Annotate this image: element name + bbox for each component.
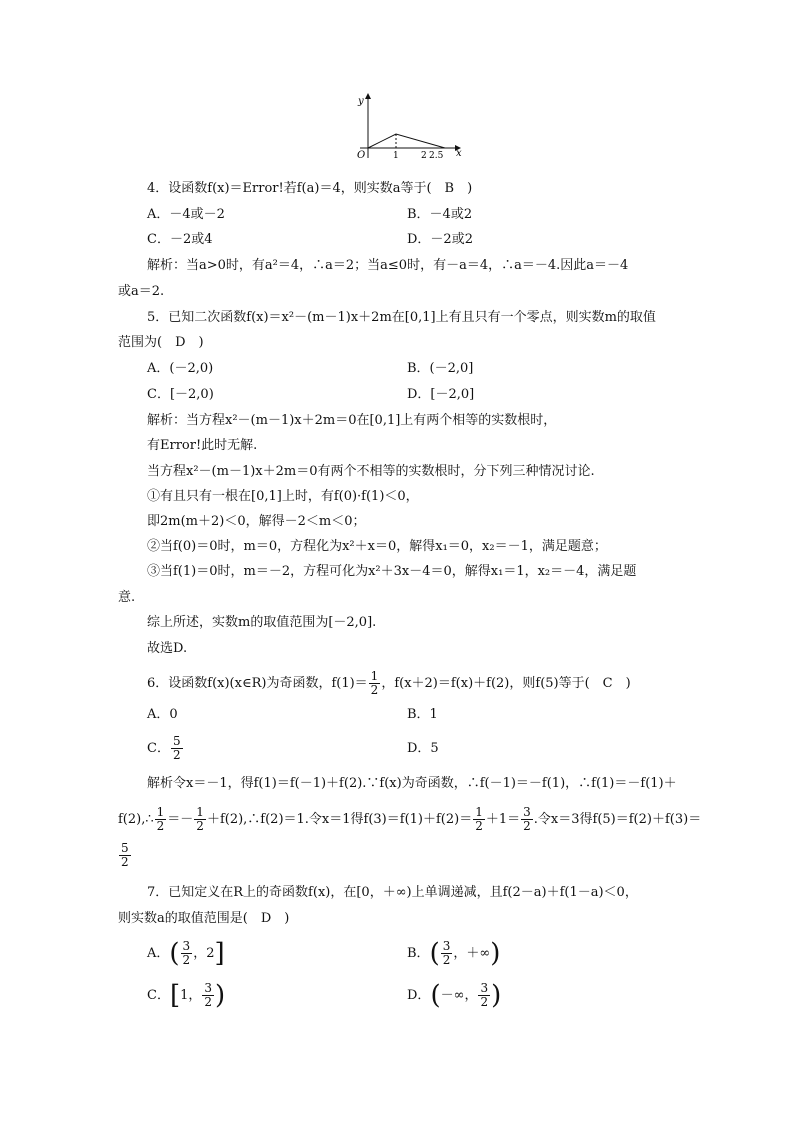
denominator: 2 <box>204 995 213 1009</box>
option-letter: C． <box>147 988 170 1003</box>
y-label: y <box>358 96 364 107</box>
q6-option-d: D．5 <box>407 741 439 756</box>
q5-solution-5: 即2m(m＋2)＜0，解得－2＜m＜0； <box>147 514 366 529</box>
numerator: 3 <box>480 981 489 995</box>
q5-solution-7: ③当f(1)＝0时，m＝－2，方程可化为x²＋3x－4＝0，解得x₁＝1，x₂＝－4，满足题 <box>147 564 637 579</box>
option-letter: A． <box>147 946 170 961</box>
fraction <box>473 806 485 833</box>
graph-line <box>368 134 445 148</box>
numerator: 1 <box>475 805 483 819</box>
denominator: 2 <box>182 953 191 967</box>
tick-1: 1 <box>393 151 399 161</box>
q5-option-b: B．(－2,0] <box>407 361 474 376</box>
q5-stem-1: 5．已知二次函数f(x)＝x²－(m－1)x＋2m在[0,1]上有且只有一个零点，则实数m的取值 <box>147 310 656 325</box>
fraction <box>155 806 167 833</box>
denominator: 2 <box>523 819 531 833</box>
left-paren: ( <box>430 980 441 1011</box>
q5-solution-10: 故选D. <box>147 641 188 656</box>
text-part: ＋1＝ <box>485 812 521 827</box>
q6-stem-a: 6．设函数f(x)(x∈R)为奇函数，f(1)＝ <box>147 676 368 691</box>
numerator: 3 <box>523 805 531 819</box>
tick-2: 2 <box>421 151 427 161</box>
q5-solution-9: 综上所述，实数m的取值范围为[－2,0]. <box>147 615 377 630</box>
q7-option-a: A．( $\frac{3}{2}$ ，2] <box>147 938 225 969</box>
fraction-five-halves <box>119 842 131 869</box>
fraction <box>521 806 533 833</box>
numerator: 3 <box>182 939 191 953</box>
denominator: 2 <box>480 995 489 1009</box>
denominator: 2 <box>475 819 483 833</box>
tick-2-5: 2.5 <box>429 151 444 161</box>
option-letter: D． <box>407 988 431 1003</box>
bound: 2 <box>206 946 215 961</box>
q6-option-c <box>147 735 184 762</box>
left-bracket: [ <box>169 980 181 1011</box>
numerator: 5 <box>121 841 129 855</box>
fraction-three-halves <box>478 982 490 1009</box>
numerator: 1 <box>156 805 165 819</box>
q7-stem-1: 7．已知定义在R上的奇函数f(x)，在[0，＋∞)上单调递减，且f(2－a)＋f(1－a)＜0， <box>147 885 638 900</box>
denominator: 2 <box>172 748 181 762</box>
text-part: f(2),∴ <box>118 812 154 827</box>
fraction-one-half <box>369 670 381 697</box>
denominator: 2 <box>442 953 451 967</box>
right-paren: ) <box>490 938 501 969</box>
left-paren: ( <box>169 938 180 969</box>
right-paren: ) <box>215 980 226 1011</box>
fraction-three-halves <box>441 940 453 967</box>
q6-option-b: B．1 <box>407 707 438 722</box>
q4-solution-2: 或a＝2. <box>118 284 165 299</box>
q5-solution-1: 解析：当方程x²－(m－1)x＋2m＝0在[0,1]上有两个相等的实数根时， <box>147 413 557 428</box>
numerator: 3 <box>204 981 213 995</box>
q6-solution-1: 解析令x＝－1，得f(1)＝f(－1)＋f(2).∵f(x)为奇函数，∴f(－1)＝－f(1)，∴f(1)＝－f(1)＋ <box>147 776 677 791</box>
text-part: .令x＝3得f(5)＝f(2)＋f(3)＝ <box>533 812 702 827</box>
denominator: 2 <box>196 819 204 833</box>
q5-solution-2: 有Error!此时无解. <box>147 438 258 453</box>
q6-option-a: A．0 <box>147 707 178 722</box>
denominator: 2 <box>370 683 379 697</box>
q5-solution-4: ①有且只有一根在[0,1]上时，有f(0)·f(1)＜0， <box>147 489 419 504</box>
q4-option-d: D．－2或2 <box>407 232 473 247</box>
q6-stem-b: ，f(x＋2)＝f(x)＋f(2)，则f(5)等于( C ) <box>381 676 631 691</box>
fraction-three-halves <box>181 940 193 967</box>
q5-option-c: C．[－2,0) <box>147 387 214 402</box>
q4-option-a: A．－4或－2 <box>147 207 225 222</box>
denominator: 2 <box>121 855 129 869</box>
q7-option-b: B．( $\frac{3}{2}$ ，＋∞) <box>407 938 501 969</box>
left-paren: ( <box>429 938 440 969</box>
fraction-five-halves <box>171 735 183 762</box>
q4-solution-1: 解析：当a>0时，有a²＝4，∴a＝2；当a≤0时，有－a＝4，∴a＝－4.因此a＝－4 <box>147 258 629 273</box>
origin-label: O <box>357 150 366 161</box>
q4-option-b: B．－4或2 <box>407 207 473 222</box>
numerator: 5 <box>172 734 181 748</box>
q5-solution-6: ②当f(0)＝0时，m＝0，方程化为x²＋x＝0，解得x₁＝0，x₂＝－1，满足题意； <box>147 539 607 554</box>
fraction <box>194 806 206 833</box>
q5-option-a: A．(－2,0) <box>147 361 214 376</box>
q4-option-c: C．－2或4 <box>147 232 213 247</box>
q7-option-d: D．(－∞， $\frac{3}{2}$ ) <box>407 980 502 1011</box>
numerator: 1 <box>370 669 379 683</box>
q6-solution-2 <box>118 806 701 833</box>
q5-solution-8: 意. <box>118 590 136 605</box>
right-paren: ) <box>491 980 502 1011</box>
bound: －∞ <box>440 988 465 1003</box>
text-part: ＝－ <box>167 812 194 827</box>
bound: ＋∞ <box>466 946 491 961</box>
option-letter: C． <box>147 741 170 756</box>
q5-stem-2: 范围为( D ) <box>118 335 204 350</box>
q6-stem <box>147 670 631 697</box>
denominator: 2 <box>156 819 165 833</box>
option-letter: B． <box>407 946 430 961</box>
fraction-three-halves <box>202 982 214 1009</box>
x-label: x <box>456 148 462 159</box>
q4-stem: 4．设函数f(x)＝Error!若f(a)＝4，则实数a等于( B ) <box>147 181 473 196</box>
q5-solution-3: 当方程x²－(m－1)x＋2m＝0有两个不相等的实数根时，分下列三种情况讨论. <box>147 464 595 479</box>
q7-stem-2: 则实数a的取值范围是( D ) <box>118 911 290 926</box>
function-graph <box>350 90 470 162</box>
text-part: ＋f(2),∴f(2)＝1.令x＝1得f(3)＝f(1)＋f(2)＝ <box>206 812 473 827</box>
q7-option-c: C．[1， $\frac{3}{2}$ ) <box>147 980 226 1011</box>
numerator: 1 <box>196 805 204 819</box>
numerator: 3 <box>442 939 451 953</box>
right-bracket: ] <box>214 938 225 969</box>
q6-solution-3 <box>118 842 132 869</box>
bound: 1 <box>180 988 189 1003</box>
y-arrow <box>365 93 371 99</box>
q5-option-d: D．[－2,0] <box>407 387 475 402</box>
